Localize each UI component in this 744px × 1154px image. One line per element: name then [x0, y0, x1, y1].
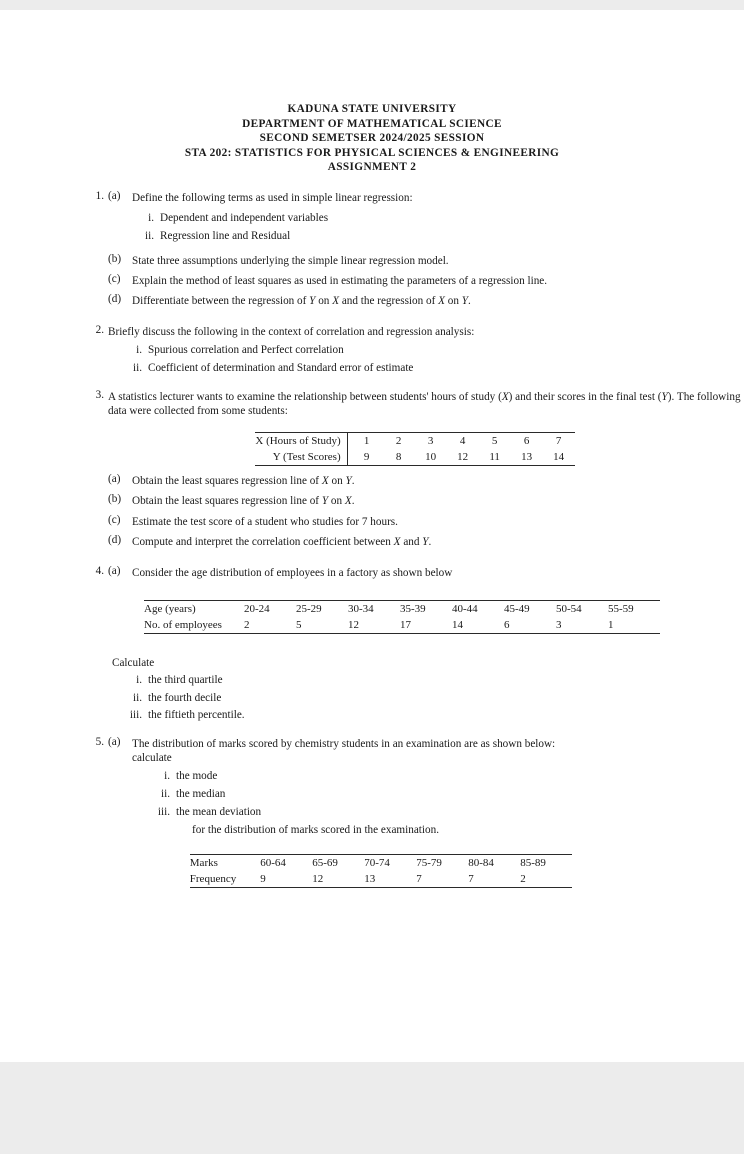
question-1b-text: State three assumptions underlying the simple linear regression model.: [132, 254, 449, 267]
question-4-calculate-label: Calculate: [112, 657, 155, 670]
question-5-item-ii-text: the median: [176, 788, 226, 801]
cell-freq-6: 2: [520, 871, 572, 888]
question-3: [0, 390, 744, 418]
cell-x-7: 7: [543, 433, 575, 450]
cell-marks-6: 85-89: [520, 855, 572, 872]
cell-x-6: 6: [511, 433, 543, 450]
question-2-item-ii-text: Coefficient of determination and Standard error of estimate: [148, 362, 414, 375]
cell-x-1: 1: [347, 433, 383, 450]
question-2-number: 2.: [95, 324, 104, 337]
question-5-item-i-text: the mode: [176, 770, 218, 783]
question-5-item-i-label: i.: [164, 770, 170, 783]
table-age-distribution-wrapper: [0, 586, 744, 640]
cell-freq-3: 13: [364, 871, 416, 888]
question-1a-item-ii-text: Regression line and Residual: [160, 229, 291, 242]
cell-x-2: 2: [383, 433, 415, 450]
header-course: STA 202: STATISTICS FOR PHYSICAL SCIENCES & ENGINEERING: [184, 146, 560, 159]
cell-x-3: 3: [415, 433, 447, 450]
row-label-age: Age (years): [144, 601, 244, 618]
table-hours-vs-scores: [255, 432, 574, 466]
question-2: [0, 325, 744, 339]
question-2-item-i-label: i.: [136, 344, 142, 357]
row-label-marks: Marks: [190, 855, 260, 872]
question-1-number: 1.: [95, 189, 104, 202]
question-3a-text: Obtain the least squares regression line of X on Y.: [132, 475, 355, 488]
question-2-text: Briefly discuss the following in the context of correlation and regression analysis:: [108, 326, 475, 339]
cell-marks-2: 65-69: [312, 855, 364, 872]
document-header: [0, 102, 744, 175]
cell-freq-5: 7: [468, 871, 520, 888]
table-row: [144, 617, 660, 634]
cell-age-7: 50-54: [556, 601, 608, 618]
cell-age-5: 40-44: [452, 601, 504, 618]
question-2-item-i: [0, 343, 744, 357]
question-5-number: 5.: [95, 736, 104, 749]
cell-y-2: 8: [383, 449, 415, 466]
question-1a-item-i-text: Dependent and independent variables: [160, 212, 329, 225]
question-1c: [0, 274, 744, 288]
cell-freq-2: 12: [312, 871, 364, 888]
question-1a-text: Define the following terms as used in simple linear regression:: [132, 191, 413, 204]
question-5-item-ii-label: ii.: [160, 788, 170, 801]
question-1b: [0, 254, 744, 268]
question-3b-text: Obtain the least squares regression line of Y on X.: [132, 495, 355, 508]
header-assignment: ASSIGNMENT 2: [327, 161, 417, 174]
question-3b-label: (b): [108, 493, 122, 506]
question-5-item-iii-text: the mean deviation: [176, 805, 262, 818]
question-4-item-ii-text: the fourth decile: [148, 691, 222, 704]
question-1d-text: Differentiate between the regression of Y on X and the regression of X on Y.: [132, 294, 471, 307]
question-4-number: 4.: [95, 565, 104, 578]
cell-emp-2: 5: [296, 617, 348, 634]
cell-y-6: 13: [511, 449, 543, 466]
question-2-item-ii-label: ii.: [132, 362, 142, 375]
row-label-employees: No. of employees: [144, 617, 244, 634]
question-3-text: A statistics lecturer wants to examine the relationship between students' hours of study (X) and their scores in the final test (Y). The following data were collected from some students:: [108, 390, 741, 417]
question-4-item-iii: [0, 708, 744, 722]
question-5-item-i: [0, 769, 744, 783]
question-4-item-i: [0, 673, 744, 687]
cell-age-4: 35-39: [400, 601, 452, 618]
question-3-number: 3.: [95, 388, 104, 401]
question-1c-text: Explain the method of least squares as used in estimating the parameters of a regression line.: [132, 274, 548, 287]
cell-marks-1: 60-64: [260, 855, 312, 872]
question-4-item-iii-label: iii.: [129, 709, 142, 722]
cell-x-5: 5: [479, 433, 511, 450]
question-1d: [0, 294, 744, 308]
table-marks-distribution-wrapper: [0, 840, 744, 894]
question-3d: [0, 535, 744, 549]
question-1a-item-i-label: i.: [148, 212, 154, 225]
question-5: [0, 737, 744, 765]
question-3a: [0, 474, 744, 488]
header-session: SECOND SEMETSER 2024/2025 SESSION: [259, 132, 485, 145]
cell-freq-1: 9: [260, 871, 312, 888]
question-1a-item-ii: [0, 229, 744, 243]
table-row: [190, 871, 572, 888]
cell-age-3: 30-34: [348, 601, 400, 618]
question-3a-label: (a): [108, 473, 121, 486]
question-5-item-iii: [0, 805, 744, 819]
question-3c: [0, 515, 744, 529]
cell-emp-6: 6: [504, 617, 556, 634]
document-page: [0, 10, 744, 1062]
cell-y-5: 11: [479, 449, 511, 466]
row-label-x: X (Hours of Study): [255, 433, 347, 450]
question-5-item-ii: [0, 787, 744, 801]
table-hours-vs-scores-wrapper: [0, 422, 744, 474]
table-marks-distribution: [190, 854, 572, 888]
cell-y-7: 14: [543, 449, 575, 466]
question-4a-text: Consider the age distribution of employees in a factory as shown below: [132, 567, 453, 580]
question-4a-label: (a): [108, 565, 121, 578]
cell-age-8: 55-59: [608, 601, 660, 618]
question-4-item-i-text: the third quartile: [148, 673, 223, 686]
header-university: KADUNA STATE UNIVERSITY: [287, 103, 457, 115]
cell-marks-4: 75-79: [416, 855, 468, 872]
question-5a-text: The distribution of marks scored by chemistry students in an examination are as shown below:: [132, 738, 556, 751]
table-row: [255, 449, 574, 466]
questions-list: [0, 191, 744, 894]
question-5a-text2: calculate: [132, 752, 172, 765]
question-4-item-i-label: i.: [136, 673, 142, 686]
table-row: [255, 433, 574, 450]
table-row: [144, 601, 660, 618]
question-1: [0, 191, 744, 205]
row-label-frequency: Frequency: [190, 871, 260, 888]
question-4-item-ii-label: ii.: [132, 691, 142, 704]
question-1a-label: (a): [108, 189, 121, 202]
question-5a-label: (a): [108, 736, 121, 749]
question-3c-text: Estimate the test score of a student who studies for 7 hours.: [132, 515, 398, 528]
question-3d-text: Compute and interpret the correlation coefficient between X and Y.: [132, 535, 432, 548]
question-3d-label: (d): [108, 533, 122, 546]
question-4-item-iii-text: the fiftieth percentile.: [148, 709, 245, 722]
cell-emp-8: 1: [608, 617, 660, 634]
question-2-item-i-text: Spurious correlation and Perfect correlation: [148, 344, 344, 357]
question-3c-label: (c): [108, 513, 121, 526]
cell-emp-3: 12: [348, 617, 400, 634]
cell-marks-3: 70-74: [364, 855, 416, 872]
table-age-distribution: [144, 600, 660, 634]
question-5-item-iii-label: iii.: [157, 805, 170, 818]
question-1a-item-i: [0, 211, 744, 225]
question-3b: [0, 494, 744, 508]
cell-age-1: 20-24: [244, 601, 296, 618]
question-1c-label: (c): [108, 272, 121, 285]
question-2-item-ii: [0, 361, 744, 375]
cell-y-1: 9: [347, 449, 383, 466]
cell-marks-5: 80-84: [468, 855, 520, 872]
cell-emp-1: 2: [244, 617, 296, 634]
table-row: [190, 855, 572, 872]
row-label-y: Y (Test Scores): [255, 449, 347, 466]
cell-emp-7: 3: [556, 617, 608, 634]
cell-y-4: 12: [447, 449, 479, 466]
question-1a-item-ii-label: ii.: [144, 229, 154, 242]
cell-x-4: 4: [447, 433, 479, 450]
question-1b-label: (b): [108, 252, 122, 265]
cell-emp-4: 17: [400, 617, 452, 634]
question-1d-label: (d): [108, 292, 122, 305]
cell-age-2: 25-29: [296, 601, 348, 618]
cell-age-6: 45-49: [504, 601, 556, 618]
question-4-item-ii: [0, 691, 744, 705]
cell-emp-5: 14: [452, 617, 504, 634]
cell-freq-4: 7: [416, 871, 468, 888]
header-department: DEPARTMENT OF MATHEMATICAL SCIENCE: [242, 117, 502, 130]
question-4: [0, 566, 744, 580]
cell-y-3: 10: [415, 449, 447, 466]
question-5-closing-text: for the distribution of marks scored in the examination.: [192, 823, 439, 836]
